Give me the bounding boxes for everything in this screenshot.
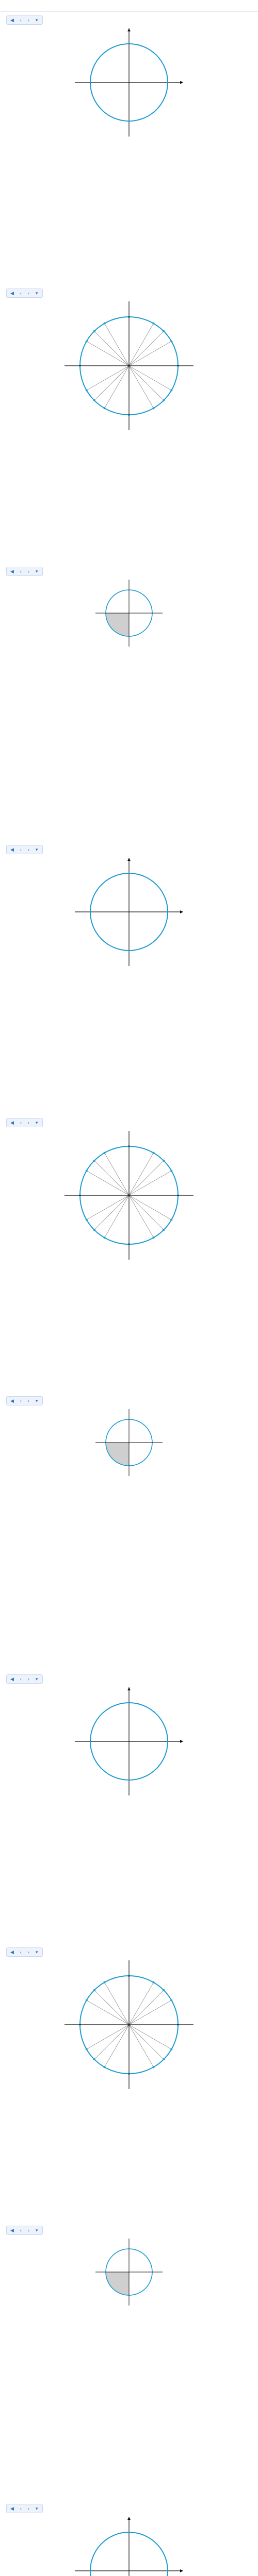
figure xyxy=(93,1406,165,1479)
section-header xyxy=(0,1118,258,1127)
angle-ray xyxy=(105,2025,130,2067)
section-header xyxy=(0,845,258,854)
angle-point xyxy=(104,323,106,325)
chevron-down-icon: ▾ xyxy=(35,846,38,852)
next-button[interactable] xyxy=(26,2506,32,2511)
angle-point xyxy=(104,1152,106,1154)
site-header xyxy=(0,0,258,12)
angle-point xyxy=(170,1219,172,1221)
angle-point xyxy=(153,2066,155,2068)
angle-point xyxy=(170,389,172,392)
angle-ray xyxy=(105,1153,130,1195)
math-line xyxy=(0,1487,258,1495)
explanation-text xyxy=(0,1480,258,1487)
next-button[interactable] xyxy=(26,1120,32,1125)
y-axis-arrow xyxy=(127,2517,131,2520)
angle-point xyxy=(93,2058,95,2060)
chevron-right-icon: › xyxy=(27,2228,29,2233)
back-icon: ◀ xyxy=(10,17,14,23)
back-button[interactable] xyxy=(9,18,17,23)
next-button[interactable] xyxy=(26,1950,32,1955)
exercise-toolbar xyxy=(6,1674,43,1684)
exercise-toolbar xyxy=(6,2226,43,2235)
angle-point xyxy=(86,1170,88,1172)
angle-ray xyxy=(94,366,129,400)
angle-point xyxy=(93,1229,95,1231)
chevron-right-icon: › xyxy=(27,1676,29,1682)
angle-ray xyxy=(129,2001,171,2025)
angle-point xyxy=(86,1999,88,2002)
angle-point xyxy=(163,1989,165,1991)
chevron-right-icon: › xyxy=(27,2506,29,2511)
chevron-down-icon: ▾ xyxy=(35,290,38,296)
back-icon: ◀ xyxy=(10,846,14,852)
angle-point xyxy=(93,330,95,332)
figure xyxy=(72,2514,186,2576)
back-icon: ◀ xyxy=(10,290,14,296)
angle-point xyxy=(170,341,172,343)
exercise-section xyxy=(0,289,258,457)
solution-button[interactable] xyxy=(34,1676,41,1682)
prev-button[interactable] xyxy=(19,1950,24,1955)
section-header xyxy=(0,567,258,576)
angle-point xyxy=(163,1229,165,1231)
chevron-right-icon: › xyxy=(27,1950,29,1955)
exercise-toolbar xyxy=(6,1118,43,1127)
angle-point xyxy=(86,389,88,392)
angle-ray xyxy=(129,1171,171,1196)
exercise-toolbar xyxy=(6,1947,43,1957)
angle-ray xyxy=(129,1982,154,2025)
back-button[interactable] xyxy=(9,1120,17,1126)
math-line xyxy=(0,985,258,993)
back-button[interactable] xyxy=(9,1950,17,1955)
explanation-text xyxy=(0,650,258,658)
chevron-right-icon: › xyxy=(27,291,29,296)
math-line xyxy=(0,449,258,457)
angle-ray xyxy=(129,1195,154,1238)
angle-point xyxy=(86,2048,88,2050)
angle-ray xyxy=(129,1195,171,1220)
back-button[interactable] xyxy=(9,1398,17,1404)
explanation-text xyxy=(0,434,258,442)
back-icon: ◀ xyxy=(10,1120,14,1125)
math-line xyxy=(0,2108,258,2116)
angle-ray xyxy=(105,1982,130,2025)
chevron-down-icon: ▾ xyxy=(35,2227,38,2233)
angle-point xyxy=(153,1236,155,1239)
chevron-right-icon: › xyxy=(27,18,29,23)
prev-button[interactable] xyxy=(19,2506,24,2511)
math-line xyxy=(0,2100,258,2108)
chevron-right-icon: › xyxy=(27,1398,29,1403)
shaded-circle-diagram xyxy=(93,2236,165,2308)
angle-point xyxy=(104,407,106,409)
exercise-toolbar xyxy=(6,2504,43,2513)
angle-ray xyxy=(87,2025,129,2049)
angle-point xyxy=(163,330,165,332)
chevron-right-icon: › xyxy=(27,847,29,852)
math-line xyxy=(0,442,258,449)
angle-point xyxy=(104,2066,106,2068)
shaded-circle-diagram xyxy=(93,1406,165,1479)
prev-button[interactable] xyxy=(19,847,24,852)
solution-button[interactable] xyxy=(34,1398,41,1404)
prev-button[interactable] xyxy=(19,1120,24,1125)
unit-circle-diagram xyxy=(62,1128,196,1262)
chevron-left-icon: ‹ xyxy=(20,1676,22,1682)
angle-point xyxy=(104,1981,106,1984)
back-button[interactable] xyxy=(9,2228,17,2233)
angle-ray xyxy=(129,2025,171,2049)
angle-ray xyxy=(129,342,171,366)
angle-point xyxy=(104,1236,106,1239)
y-axis-arrow xyxy=(127,28,131,31)
angle-point xyxy=(93,1160,95,1162)
angle-ray xyxy=(129,366,171,391)
explanation-text xyxy=(0,1799,258,1807)
figure xyxy=(93,577,165,649)
y-axis-arrow xyxy=(127,858,131,861)
figure xyxy=(62,299,196,433)
angle-ray xyxy=(94,1195,129,1230)
exercise-section xyxy=(0,1947,258,2116)
unit-circle-diagram xyxy=(62,1958,196,2092)
figure xyxy=(72,855,186,969)
angle-ray xyxy=(129,2025,164,2059)
exercise-section xyxy=(0,15,258,163)
next-button[interactable] xyxy=(26,2228,32,2233)
chevron-right-icon: › xyxy=(27,569,29,574)
back-icon: ◀ xyxy=(10,1398,14,1403)
exercise-toolbar xyxy=(6,567,43,576)
angle-point xyxy=(170,2048,172,2050)
figure xyxy=(72,26,186,139)
solution-button[interactable] xyxy=(34,2506,41,2512)
chevron-down-icon: ▾ xyxy=(35,1398,38,1403)
x-axis-arrow xyxy=(180,2569,183,2572)
angle-ray xyxy=(105,324,130,366)
exercise-section xyxy=(0,2226,258,2325)
chevron-left-icon: ‹ xyxy=(20,847,22,852)
angle-ray xyxy=(94,331,129,366)
back-button[interactable] xyxy=(9,569,17,574)
exercise-section xyxy=(0,567,258,666)
solution-button[interactable] xyxy=(34,1950,41,1955)
back-icon: ◀ xyxy=(10,2505,14,2511)
solution-button[interactable] xyxy=(34,2228,41,2233)
math-line xyxy=(0,1279,258,1286)
back-button[interactable] xyxy=(9,2506,17,2512)
back-button[interactable] xyxy=(9,847,17,853)
chevron-down-icon: ▾ xyxy=(35,2505,38,2511)
angle-point xyxy=(163,2058,165,2060)
section-header xyxy=(0,2504,258,2513)
math-line xyxy=(0,1271,258,1279)
angle-ray xyxy=(129,331,164,366)
angle-ray xyxy=(129,1195,164,1230)
exercise-toolbar xyxy=(6,1396,43,1405)
solution-button[interactable] xyxy=(34,18,41,23)
math-line xyxy=(0,1815,258,1822)
chevron-left-icon: ‹ xyxy=(20,18,22,23)
prev-button[interactable] xyxy=(19,1676,24,1682)
exercise-section xyxy=(0,1674,258,1822)
next-button[interactable] xyxy=(26,18,32,23)
prev-button[interactable] xyxy=(19,2228,24,2233)
angle-ray xyxy=(87,342,129,366)
section-header xyxy=(0,1947,258,1957)
explanation-text xyxy=(0,2093,258,2100)
x-axis-arrow xyxy=(180,1740,183,1743)
chevron-down-icon: ▾ xyxy=(35,1120,38,1125)
exercise-section xyxy=(0,1396,258,1495)
section-header xyxy=(0,2226,258,2235)
back-icon: ◀ xyxy=(10,1949,14,1955)
x-axis-arrow xyxy=(180,910,183,913)
chevron-down-icon: ▾ xyxy=(35,1949,38,1955)
angle-ray xyxy=(105,366,130,408)
prev-button[interactable] xyxy=(19,291,24,296)
explanation-text xyxy=(0,140,258,148)
angle-ray xyxy=(87,1195,129,1220)
angle-ray xyxy=(129,366,154,408)
angle-ray xyxy=(129,1990,164,2025)
next-button[interactable] xyxy=(26,847,32,852)
angle-point xyxy=(153,407,155,409)
angle-ray xyxy=(129,324,154,366)
angle-ray xyxy=(129,2025,154,2067)
angle-ray xyxy=(87,1171,129,1196)
next-button[interactable] xyxy=(26,1676,32,1682)
chevron-down-icon: ▾ xyxy=(35,1676,38,1682)
angle-ray xyxy=(94,1990,129,2025)
quadrant-diagram xyxy=(72,2514,186,2576)
section-header xyxy=(0,15,258,25)
shaded-circle-diagram xyxy=(93,577,165,649)
figure xyxy=(93,2236,165,2308)
angle-point xyxy=(153,1152,155,1154)
angle-point xyxy=(93,1989,95,1991)
angle-point xyxy=(163,399,165,401)
math-line xyxy=(0,156,258,163)
angle-ray xyxy=(129,1161,164,1195)
math-line xyxy=(0,977,258,985)
figure xyxy=(62,1128,196,1262)
unit-circle-diagram xyxy=(62,299,196,433)
section-header xyxy=(0,1674,258,1684)
exercise-toolbar xyxy=(6,289,43,298)
back-button[interactable] xyxy=(9,291,17,296)
chevron-down-icon: ▾ xyxy=(35,17,38,23)
back-icon: ◀ xyxy=(10,568,14,574)
next-button[interactable] xyxy=(26,569,32,574)
explanation-text xyxy=(0,970,258,977)
angle-point xyxy=(86,341,88,343)
angle-ray xyxy=(94,2025,129,2059)
angle-point xyxy=(170,1999,172,2002)
chevron-left-icon: ‹ xyxy=(20,291,22,296)
exercise-toolbar xyxy=(6,15,43,25)
back-icon: ◀ xyxy=(10,1676,14,1682)
angle-ray xyxy=(87,366,129,391)
math-line xyxy=(0,658,258,666)
section-header xyxy=(0,1396,258,1405)
angle-ray xyxy=(129,1153,154,1195)
exercise-section xyxy=(0,1118,258,1286)
chevron-left-icon: ‹ xyxy=(20,2228,22,2233)
solution-button[interactable] xyxy=(34,291,41,296)
explanation-text xyxy=(0,2309,258,2317)
angle-ray xyxy=(129,366,164,400)
back-button[interactable] xyxy=(9,1676,17,1682)
section-header xyxy=(0,289,258,298)
solution-button[interactable] xyxy=(34,569,41,574)
angle-ray xyxy=(105,1195,130,1238)
quadrant-diagram xyxy=(72,26,186,139)
chevron-left-icon: ‹ xyxy=(20,1950,22,1955)
solution-button[interactable] xyxy=(34,847,41,853)
angle-point xyxy=(153,323,155,325)
angle-point xyxy=(170,1170,172,1172)
chevron-right-icon: › xyxy=(27,1120,29,1125)
prev-button[interactable] xyxy=(19,1398,24,1403)
explanation-text xyxy=(0,1263,258,1271)
y-axis-arrow xyxy=(127,1687,131,1690)
math-line xyxy=(0,148,258,156)
quadrant-diagram xyxy=(72,855,186,969)
prev-button[interactable] xyxy=(19,569,24,574)
next-button[interactable] xyxy=(26,291,32,296)
prev-button[interactable] xyxy=(19,18,24,23)
back-icon: ◀ xyxy=(10,2227,14,2233)
x-axis-arrow xyxy=(180,81,183,84)
angle-point xyxy=(86,1219,88,1221)
angle-ray xyxy=(87,2001,129,2025)
solution-button[interactable] xyxy=(34,1120,41,1126)
exercise-section xyxy=(0,845,258,993)
chevron-left-icon: ‹ xyxy=(20,1120,22,1125)
angle-ray xyxy=(94,1161,129,1195)
math-line xyxy=(0,1807,258,1815)
exercise-toolbar xyxy=(6,845,43,854)
chevron-left-icon: ‹ xyxy=(20,2506,22,2511)
angle-point xyxy=(93,399,95,401)
angle-point xyxy=(153,1981,155,1984)
chevron-down-icon: ▾ xyxy=(35,568,38,574)
chevron-left-icon: ‹ xyxy=(20,569,22,574)
figure xyxy=(72,1685,186,1798)
exercise-section xyxy=(0,2504,258,2576)
quadrant-diagram xyxy=(72,1685,186,1798)
next-button[interactable] xyxy=(26,1398,32,1403)
chevron-left-icon: ‹ xyxy=(20,1398,22,1403)
figure xyxy=(62,1958,196,2092)
angle-point xyxy=(163,1160,165,1162)
math-line xyxy=(0,2317,258,2325)
